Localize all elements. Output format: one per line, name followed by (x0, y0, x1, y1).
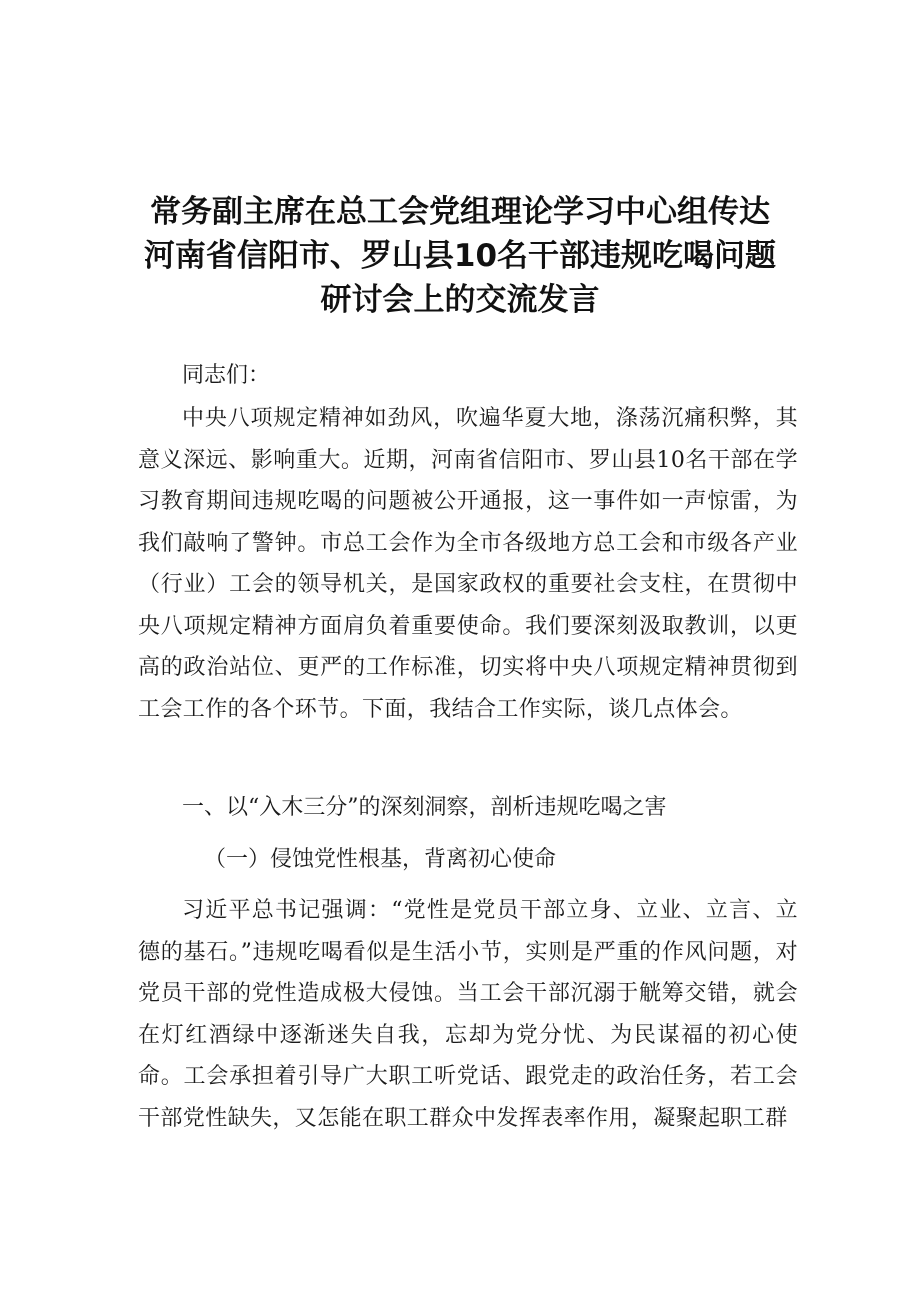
section-heading-1: 一、以“入木三分”的深刻洞察，剖析违规吃喝之害 (182, 795, 667, 820)
subsection-heading-1: （一）侵蚀党性根基，背离初心使命 (204, 847, 557, 872)
intro-paragraph: 中央八项规定精神如劲风，吹遍华夏大地，涤荡沉痛积弊，其意义深远、影响重大。近期，河南省信阳市、罗山县10名干部在学习教育期间违规吃喝的问题被公开通报，这一事件如一声惊雷，为我们敲响了警钟。市总工会作为全市各级地方总工会和市级各产业（行业）工会的领导机关，是国家政权的重要社会支柱，在贯彻中央八项规定精神方面肩负着重要使命。我们要深刻汲取教训，以更高的政治站位、更严的工作标准，切实将中央八项规定精神贯彻到工会工作的各个环节。下面，我结合工作实际，谈几点体会。 (138, 406, 798, 722)
greeting: 同志们： (182, 363, 271, 388)
subsection-1-paragraph: 习近平总书记强调：“党性是党员干部立身、立业、立言、立德的基石。”违规吃喝看似是生活小节，实则是严重的作风问题，对党员干部的党性造成极大侵蚀。当工会干部沉溺于觥筹交错，就会在灯红酒绿中逐渐迷失自我，忘却为党分忧、为民谋福的初心使命。工会承担着引导广大职工听党话、跟党走的政治任务，若工会干部党性缺失，又怎能在职工群众中发挥表率作用，凝聚起职工群 (138, 898, 798, 1131)
document-title (100, 190, 820, 322)
title-line-2: 河南省信阳市、罗山县10名干部违规吃喝问题 (143, 238, 777, 274)
title-line-1: 常务副主席在总工会党组理论学习中心组传达 (150, 194, 770, 230)
title-line-3: 研讨会上的交流发言 (320, 282, 600, 318)
